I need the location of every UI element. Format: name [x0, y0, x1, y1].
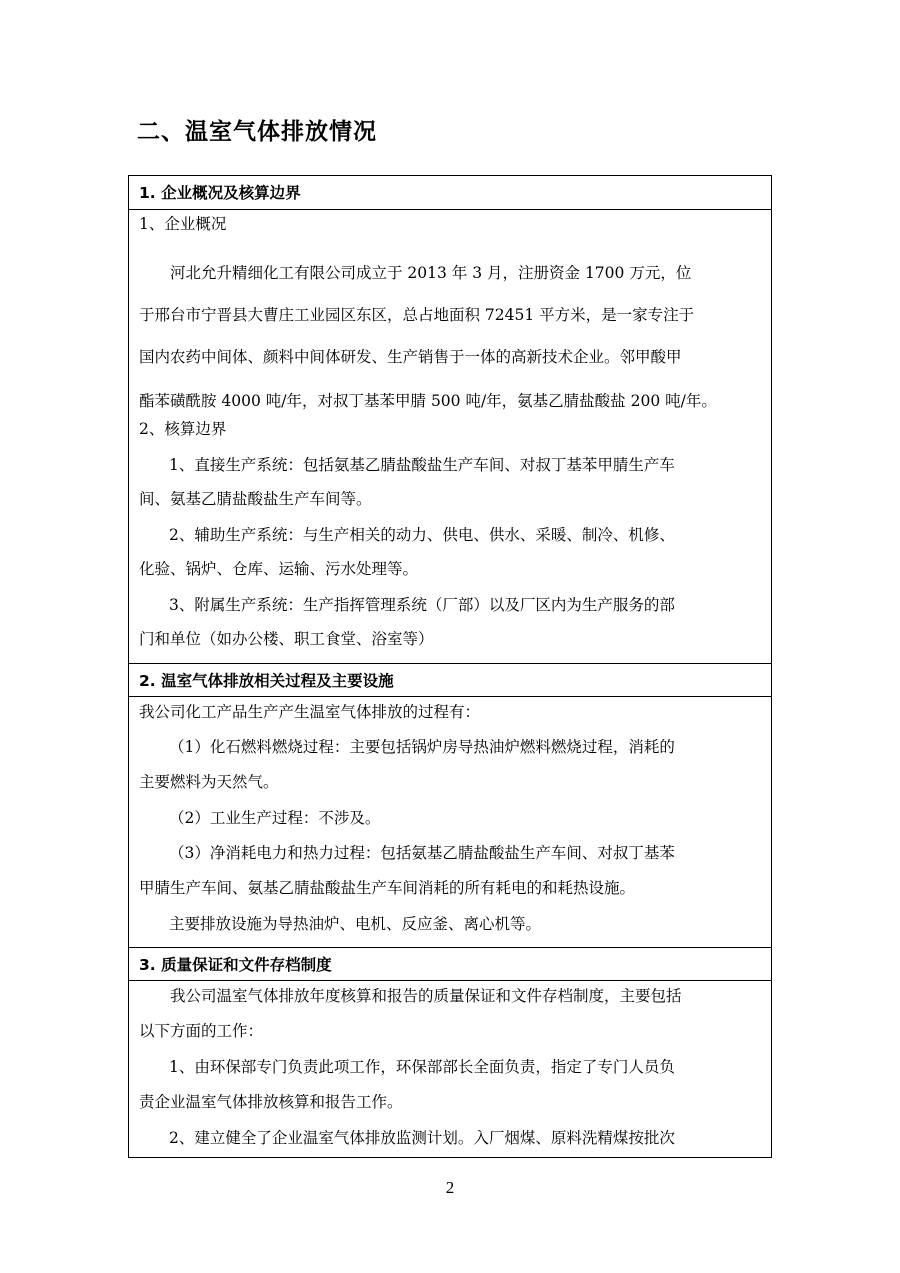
paragraph-line: 2、辅助生产系统：与生产相关的动力、供电、供水、采暖、制冷、机修、	[169, 526, 675, 544]
paragraph-line: 1、由环保部专门负责此项工作，环保部部长全面负责，指定了专门人员负	[169, 1058, 675, 1076]
paragraph-line: 责企业温室气体排放核算和报告工作。	[139, 1093, 403, 1111]
paragraph-line: 我公司化工产品生产产生温室气体排放的过程有：	[139, 703, 481, 721]
paragraph-line: 3、附属生产系统：生产指挥管理系统（厂部）以及厂区内为生产服务的部	[169, 596, 675, 614]
paragraph-line: 河北允升精细化工有限公司成立于 2013 年 3 月，注册资金 1700 万元，位	[170, 264, 692, 282]
subheading-overview: 1、企业概况	[139, 215, 227, 233]
paragraph-line: 主要燃料为天然气。	[139, 773, 279, 791]
paragraph-line: 酯苯磺酰胺 4000 吨/年，对叔丁基苯甲腈 500 吨/年，氨基乙腈盐酸盐 200 吨/年。	[139, 392, 717, 410]
section-3-heading: 3. 质量保证和文件存档制度	[129, 947, 771, 981]
paragraph-line: 化验、锅炉、仓库、运输、污水处理等。	[139, 560, 419, 578]
paragraph-line: 1、直接生产系统：包括氨基乙腈盐酸盐生产车间、对叔丁基苯甲腈生产车	[169, 456, 675, 474]
paragraph-line: 2、建立健全了企业温室气体排放监测计划。入厂烟煤、原料洗精煤按批次	[169, 1129, 675, 1147]
paragraph-line: （1）化石燃料燃烧过程：主要包括锅炉房导热油炉燃料燃烧过程，消耗的	[169, 738, 675, 756]
section-title: 二、温室气体排放情况	[137, 119, 377, 145]
page-number: 2	[445, 1178, 455, 1197]
paragraph-line: 甲腈生产车间、氨基乙腈盐酸盐生产车间消耗的所有耗电的和耗热设施。	[139, 879, 636, 897]
paragraph-line: 门和单位（如办公楼、职工食堂、浴室等）	[139, 630, 434, 648]
section-1-heading: 1. 企业概况及核算边界	[129, 176, 771, 210]
paragraph-line: 国内农药中间体、颜料中间体研发、生产销售于一体的高新技术企业。邻甲酸甲	[139, 348, 682, 366]
paragraph-line: （3）净消耗电力和热力过程：包括氨基乙腈盐酸盐生产车间、对叔丁基苯	[169, 844, 675, 862]
subheading-boundary: 2、核算边界	[139, 420, 227, 438]
paragraph-line: 于邢台市宁晋县大曹庄工业园区东区，总占地面积 72451 平方米，是一家专注于	[139, 306, 695, 324]
paragraph-line: 主要排放设施为导热油炉、电机、反应釜、离心机等。	[169, 915, 542, 933]
paragraph-line: （2）工业生产过程：不涉及。	[169, 809, 381, 827]
paragraph-line: 以下方面的工作：	[139, 1022, 264, 1040]
paragraph-line: 间、氨基乙腈盐酸盐生产车间等。	[139, 490, 372, 508]
section-2-heading: 2. 温室气体排放相关过程及主要设施	[129, 663, 771, 697]
content-table	[128, 175, 772, 1158]
paragraph-line: 我公司温室气体排放年度核算和报告的质量保证和文件存档制度，主要包括	[170, 987, 682, 1005]
